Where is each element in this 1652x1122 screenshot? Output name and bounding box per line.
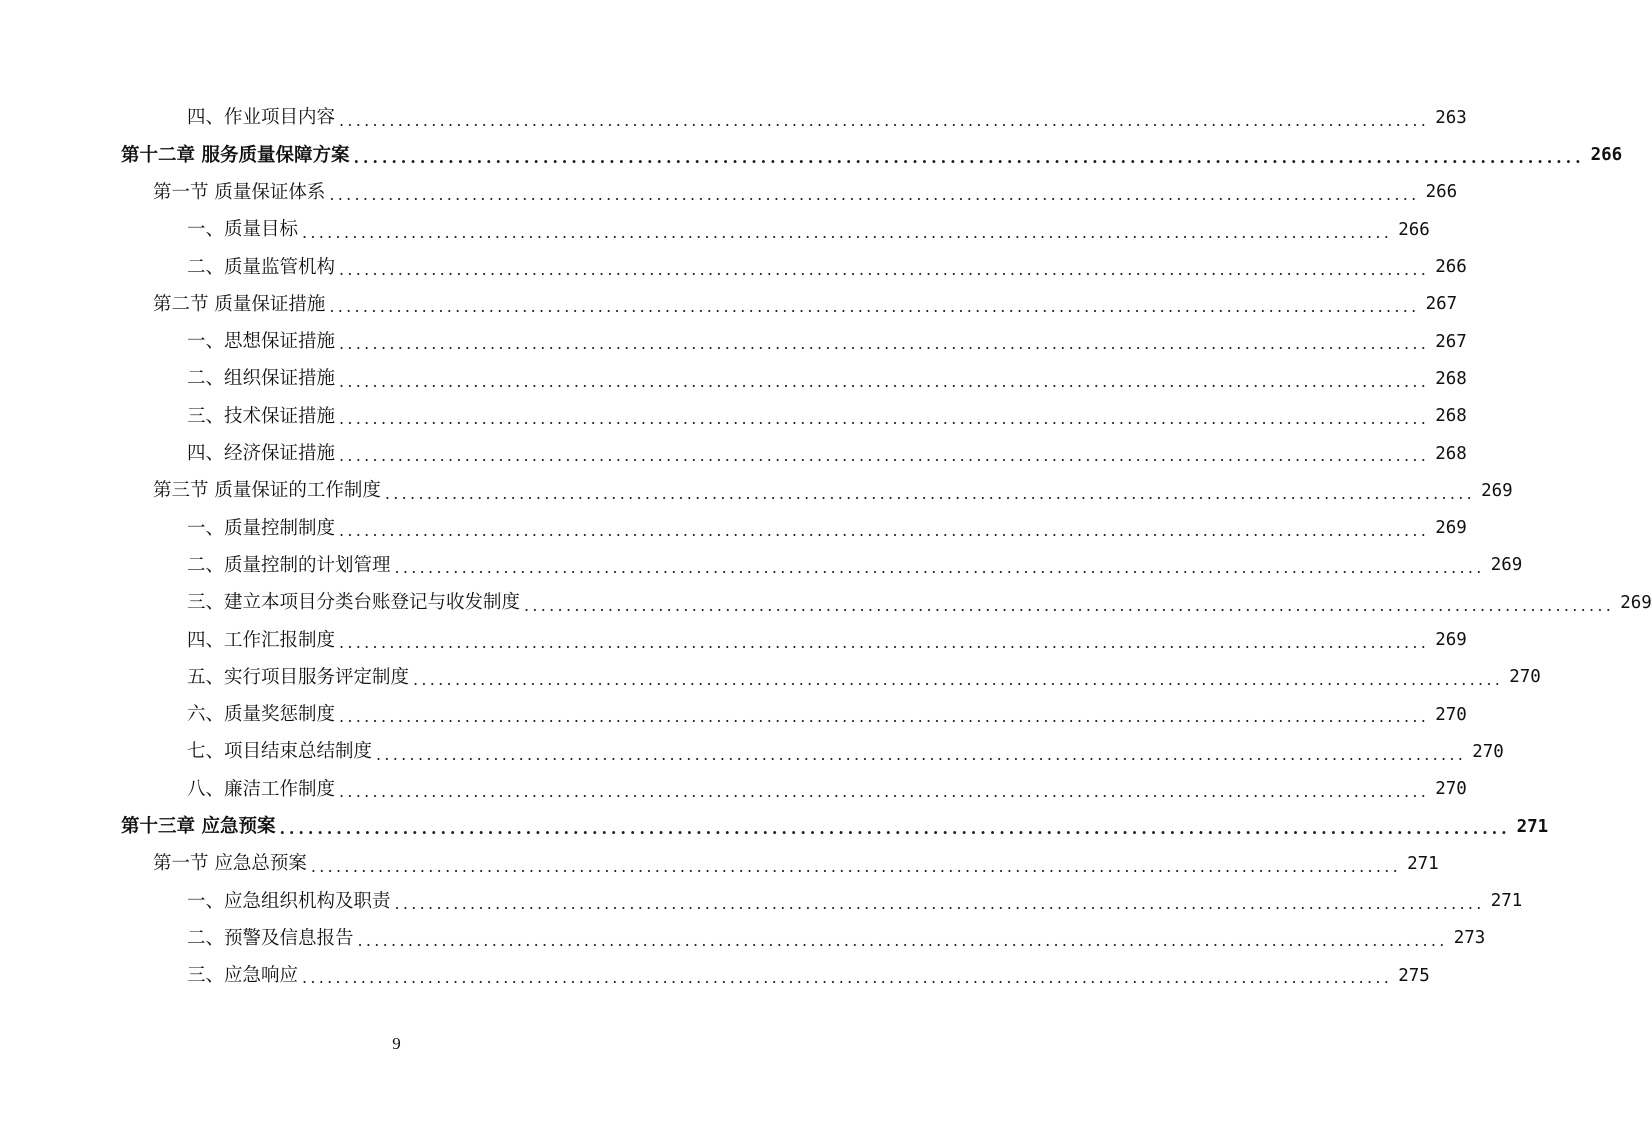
toc-entry[interactable] (0, 324, 1467, 361)
toc-entry-title: 二、预警及信息报告 (187, 930, 358, 949)
toc-entry-page: 275 (1392, 968, 1430, 986)
toc-entry-page: 271 (1401, 856, 1439, 874)
dot-leader: .................................................................................................................................. (302, 222, 1393, 242)
toc-entry[interactable] (0, 659, 1541, 696)
toc-entry[interactable] (0, 921, 1486, 958)
dot-leader: .................................................................................................................................. (357, 931, 1448, 951)
toc-entry[interactable] (0, 958, 1430, 995)
toc-entry[interactable] (0, 622, 1467, 659)
toc-entry[interactable] (0, 548, 1523, 585)
toc-entry-title: 六、质量奖惩制度 (187, 706, 339, 725)
toc-entry-page: 273 (1448, 930, 1486, 948)
toc-entry-page: 266 (1429, 259, 1467, 277)
toc-chapter-entry[interactable] (0, 809, 1549, 846)
toc-entry-title: 四、经济保证措施 (187, 445, 339, 464)
toc-entry-title: 一、质量控制制度 (187, 520, 339, 539)
dot-leader: .................................................................................................................................. (339, 707, 1430, 727)
toc-section-entry[interactable] (0, 846, 1439, 883)
toc-entry-page: 271 (1511, 819, 1549, 837)
dot-leader: .................................................................................................................................. (302, 968, 1393, 988)
toc-entry-title: 三、应急响应 (187, 967, 302, 986)
table-of-contents (0, 100, 1652, 995)
toc-entry-page: 267 (1420, 296, 1458, 314)
toc-entry[interactable] (0, 883, 1523, 920)
dot-leader: .................................................................................................................................. (329, 185, 1420, 205)
toc-entry-title: 第三节 质量保证的工作制度 (153, 482, 385, 501)
dot-leader: .................................................................................................................................. (279, 819, 1511, 839)
dot-leader: .................................................................................................................................. (339, 110, 1430, 130)
page-number: 9 (392, 1034, 401, 1053)
dot-leader: .................................................................................................................................. (376, 744, 1467, 764)
toc-entry-page: 270 (1466, 744, 1504, 762)
toc-section-entry[interactable] (0, 286, 1458, 323)
toc-entry-page: 268 (1429, 446, 1467, 464)
dot-leader: .................................................................................................................................. (329, 297, 1420, 317)
toc-entry-title: 三、技术保证措施 (187, 408, 339, 427)
dot-leader: .................................................................................................................................. (339, 409, 1430, 429)
toc-section-entry[interactable] (0, 473, 1513, 510)
toc-entry[interactable] (0, 734, 1504, 771)
toc-entry-page: 270 (1503, 669, 1541, 687)
toc-entry-title: 第十三章 应急预案 (121, 818, 279, 837)
toc-entry[interactable] (0, 697, 1467, 734)
toc-entry-page: 266 (1392, 222, 1430, 240)
toc-entry-title: 四、作业项目内容 (187, 109, 339, 128)
toc-entry[interactable] (0, 585, 1652, 622)
toc-entry-page: 268 (1429, 408, 1467, 426)
dot-leader: .................................................................................................................................. (524, 595, 1615, 615)
dot-leader: .................................................................................................................................. (339, 259, 1430, 279)
toc-entry-title: 第一节 质量保证体系 (153, 184, 329, 203)
dot-leader: .................................................................................................................................. (394, 893, 1485, 913)
toc-entry[interactable] (0, 212, 1430, 249)
dot-leader: .................................................................................................................................. (413, 670, 1504, 690)
toc-entry-page: 270 (1429, 707, 1467, 725)
toc-entry[interactable] (0, 436, 1467, 473)
toc-entry[interactable] (0, 361, 1467, 398)
dot-leader: .................................................................................................................................. (353, 147, 1585, 167)
toc-entry-title: 三、建立本项目分类台账登记与收发制度 (187, 594, 524, 613)
toc-entry-title: 四、工作汇报制度 (187, 632, 339, 651)
toc-entry-page: 270 (1429, 781, 1467, 799)
dot-leader: .................................................................................................................................. (310, 856, 1402, 876)
toc-entry-page: 269 (1485, 557, 1523, 575)
toc-entry[interactable] (0, 771, 1467, 808)
toc-entry-title: 一、应急组织机构及职责 (187, 893, 395, 912)
toc-entry-page: 269 (1475, 483, 1513, 501)
toc-entry[interactable] (0, 398, 1467, 435)
toc-entry-title: 二、质量控制的计划管理 (187, 557, 395, 576)
dot-leader: .................................................................................................................................. (339, 334, 1430, 354)
toc-chapter-entry[interactable] (0, 137, 1623, 174)
dot-leader: .................................................................................................................................. (339, 781, 1430, 801)
toc-entry-title: 一、思想保证措施 (187, 333, 339, 352)
toc-entry-title: 八、廉洁工作制度 (187, 781, 339, 800)
toc-entry-page: 269 (1429, 632, 1467, 650)
dot-leader: .................................................................................................................................. (339, 371, 1430, 391)
toc-entry-page: 269 (1429, 520, 1467, 538)
toc-entry-page: 268 (1429, 371, 1467, 389)
dot-leader: .................................................................................................................................. (339, 632, 1430, 652)
toc-entry-page: 266 (1420, 184, 1458, 202)
toc-section-entry[interactable] (0, 175, 1458, 212)
toc-entry-page: 266 (1585, 147, 1623, 165)
toc-entry-title: 二、组织保证措施 (187, 370, 339, 389)
dot-leader: .................................................................................................................................. (339, 446, 1430, 466)
dot-leader: .................................................................................................................................. (394, 558, 1485, 578)
toc-entry-page: 267 (1429, 334, 1467, 352)
toc-entry-title: 二、质量监管机构 (187, 259, 339, 278)
toc-entry[interactable] (0, 510, 1467, 547)
toc-entry[interactable] (0, 249, 1467, 286)
toc-entry-page: 271 (1485, 893, 1523, 911)
dot-leader: .................................................................................................................................. (339, 520, 1430, 540)
toc-entry-page: 263 (1429, 110, 1467, 128)
toc-entry-page: 269 (1614, 595, 1652, 613)
toc-entry-title: 第二节 质量保证措施 (153, 296, 329, 315)
toc-entry-title: 第一节 应急总预案 (153, 855, 311, 874)
toc-entry-title: 七、项目结束总结制度 (187, 743, 376, 762)
dot-leader: .................................................................................................................................. (384, 483, 1476, 503)
toc-entry-title: 五、实行项目服务评定制度 (187, 669, 413, 688)
toc-entry-title: 一、质量目标 (187, 221, 302, 240)
toc-entry[interactable] (0, 100, 1467, 137)
toc-entry-title: 第十二章 服务质量保障方案 (121, 147, 353, 166)
